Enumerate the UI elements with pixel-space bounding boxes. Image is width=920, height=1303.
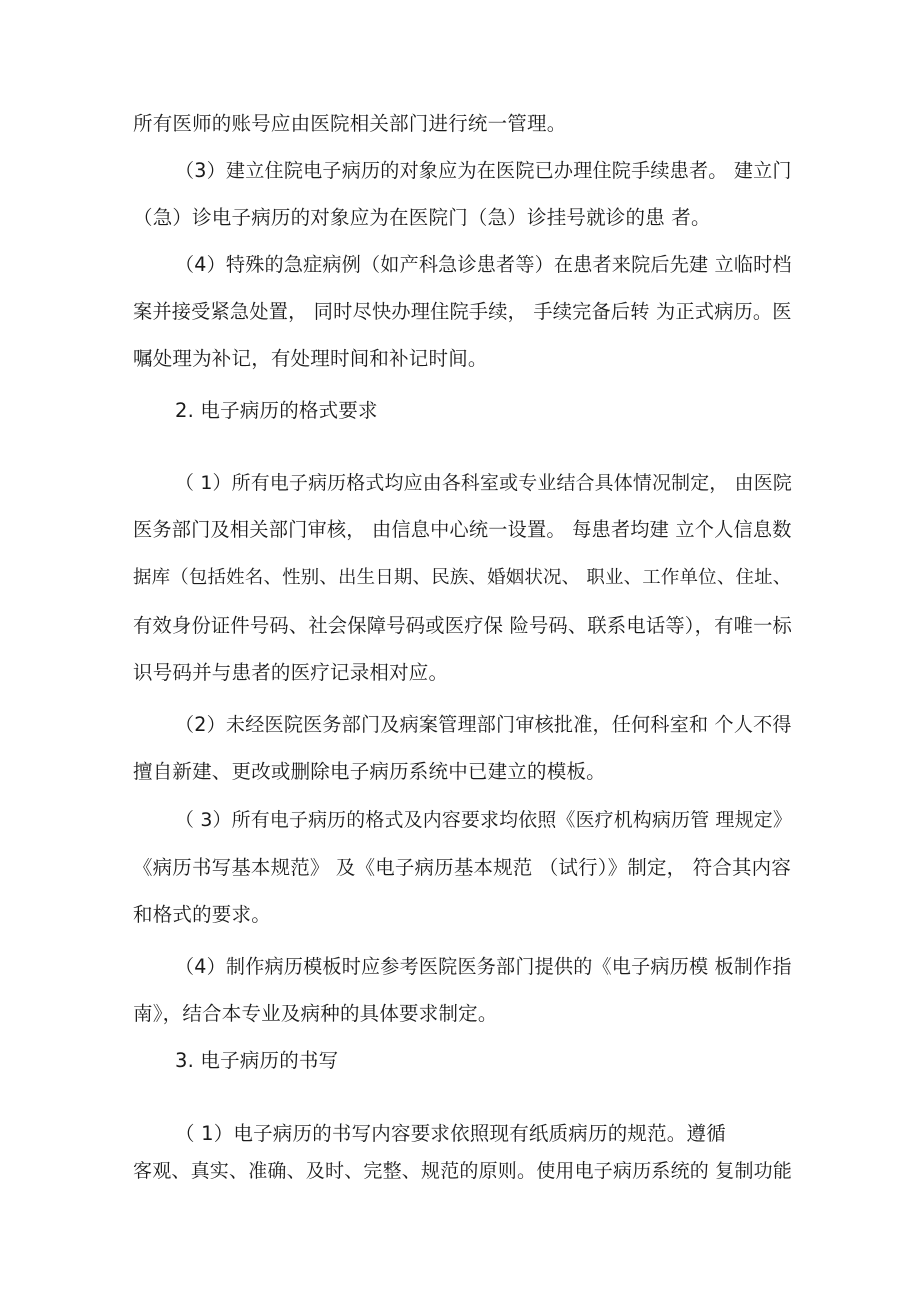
text-line: 据库（包括姓名、性别、出生日期、民族、婚姻状况、 职业、工作单位、住址、: [133, 567, 792, 588]
section-heading: 3. 电子病历的书写: [175, 1049, 339, 1072]
text-line: 所有医师的账号应由医院相关部门进行统一管理。: [133, 112, 567, 135]
section-heading: 2. 电子病历的格式要求: [175, 399, 378, 422]
text-line: （4）制作病历模板时应参考医院医务部门提供的《电子病历模 板制作指: [175, 955, 792, 978]
text-line: （3）建立住院电子病历的对象应为在医院已办理住院手续患者。 建立门: [175, 159, 792, 182]
text-line: （2）未经医院医务部门及病案管理部门审核批准，任何科室和 个人不得: [175, 713, 792, 736]
text-line: 有效身份证件号码、社会保障号码或医疗保 险号码、联系电话等），有唯一标: [133, 614, 793, 637]
text-line: 嘱处理为补记，有处理时间和补记时间。: [133, 347, 488, 370]
text-line: （ 3）所有电子病历的格式及内容要求均依照《医疗机构病历管 理规定》: [175, 809, 792, 831]
text-line: 客观、真实、准确、及时、完整、规范的原则。使用电子病历系统的 复制功能: [133, 1160, 793, 1182]
text-line: （ 1）所有电子病历格式均应由各科室或专业结合具体情况制定， 由医院: [175, 472, 792, 494]
text-line: 案并接受紧急处置， 同时尽快办理住院手续， 手续完备后转 为正式病历。医: [133, 300, 792, 323]
text-line: （ 1）电子病历的书写内容要求依照现有纸质病历的规范。遵循: [175, 1122, 726, 1145]
text-line: 医务部门及相关部门审核， 由信息中心统一设置。 每患者均建 立个人信息数: [133, 518, 792, 541]
text-line: 擅自新建、更改或删除电子病历系统中已建立的模板。: [133, 760, 606, 783]
text-line: 识号码并与患者的医疗记录相对应。: [133, 661, 449, 684]
text-line: （4）特殊的急症病例（如产科急诊患者等）在患者来院后先建 立临时档: [175, 253, 792, 276]
text-line: 《病历书写基本规范》 及《电子病历基本规范 （试行）》制定， 符合其内容: [133, 856, 791, 879]
text-line: 和格式的要求。: [133, 903, 271, 926]
text-line: （急）诊电子病历的对象应为在医院门（急）诊挂号就诊的患 者。: [133, 206, 711, 229]
text-line: 南》，结合本专业及病种的具体要求制定。: [133, 1002, 498, 1025]
